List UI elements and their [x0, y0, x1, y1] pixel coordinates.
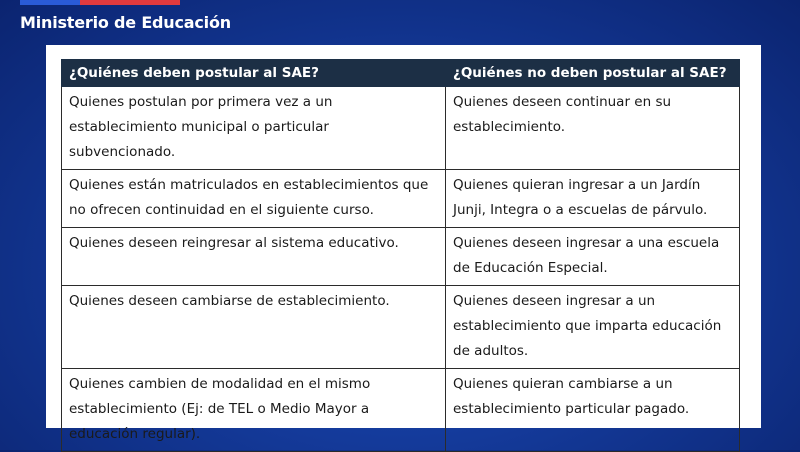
table-cell: Quienes están matriculados en establecimientos que no ofrecen continuidad en el siguiente curso.	[62, 170, 446, 228]
table-cell: Quienes quieran ingresar a un Jardín Junji, Integra o a escuelas de párvulo.	[446, 170, 740, 228]
sae-table	[61, 59, 740, 452]
table-cell: Quienes deseen cambiarse de establecimiento.	[62, 286, 446, 369]
content-panel	[46, 45, 761, 442]
table-cell: Quienes deseen continuar en su establecimiento.	[446, 87, 740, 170]
header-should-apply: ¿Quiénes deben postular al SAE?	[62, 60, 446, 87]
table-row	[62, 369, 740, 452]
header-should-not-apply: ¿Quiénes no deben postular al SAE?	[446, 60, 740, 87]
table-row	[62, 170, 740, 228]
table-row	[62, 87, 740, 170]
ministry-brand: Ministerio de Educación	[20, 13, 231, 32]
table-cell: Quienes deseen ingresar a un establecimiento que imparta educación de adultos.	[446, 286, 740, 369]
flag-stripe-red	[80, 0, 180, 5]
table-cell: Quienes quieran cambiarse a un establecimiento particular pagado.	[446, 369, 740, 452]
flag-stripe-blue	[20, 0, 80, 5]
table-header-row	[62, 60, 740, 87]
table-cell: Quienes deseen reingresar al sistema educativo.	[62, 228, 446, 286]
flag-stripe	[20, 0, 180, 5]
table-row	[62, 286, 740, 369]
table-cell: Quienes deseen ingresar a una escuela de Educación Especial.	[446, 228, 740, 286]
table-cell: Quienes postulan por primera vez a un establecimiento municipal o particular subvencionado.	[62, 87, 446, 170]
table-row	[62, 228, 740, 286]
table-cell: Quienes cambien de modalidad en el mismo establecimiento (Ej: de TEL o Medio Mayor a educación regular).	[62, 369, 446, 452]
